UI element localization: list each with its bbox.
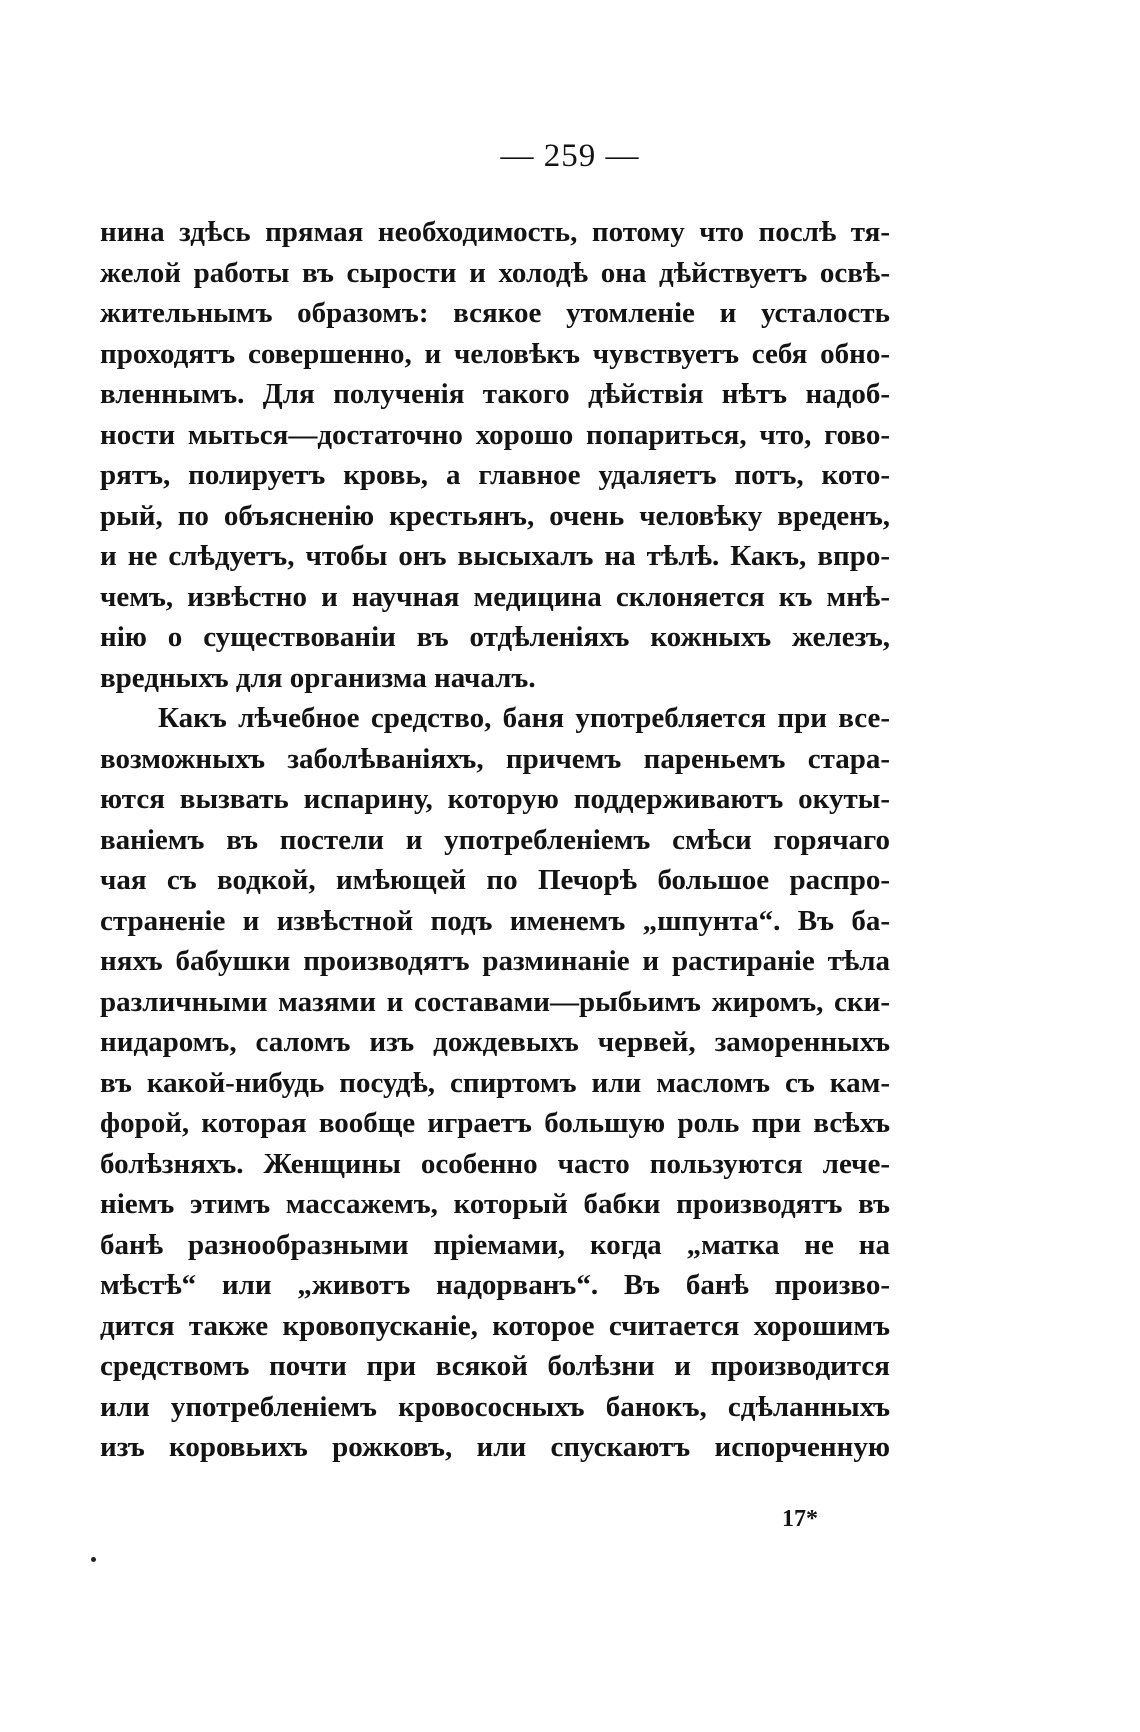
text-line: и не слѣдуетъ, чтобы онъ высыхалъ на тѣлѣ. Какъ, впро- — [100, 540, 890, 572]
text-line: рый, по объясненію крестьянъ, очень человѣку вреденъ, — [100, 499, 890, 532]
text-line: мѣстѣ“ или „животъ надорванъ“. Въ банѣ произво- — [100, 1269, 890, 1301]
text-line: форой, которая вообще играетъ большую роль при всѣхъ — [100, 1107, 890, 1139]
page-number: — 259 — — [500, 138, 640, 174]
ink-speck — [91, 1557, 96, 1562]
text-line: жительнымъ образомъ: всякое утомленіе и усталость — [100, 297, 890, 329]
text-line: Какъ лѣчебное средство, баня употребляется при все- — [158, 702, 890, 734]
text-line: чая съ водкой, имѣющей по Печорѣ большое распро- — [100, 864, 890, 896]
text-line: рятъ, полируетъ кровь, а главное удаляетъ потъ, кото- — [100, 459, 890, 491]
text-line: нію о существованіи въ отдѣленіяхъ кожныхъ железъ, — [100, 621, 890, 653]
text-line: вредныхъ для организма началъ. — [100, 661, 536, 694]
text-line: желой работы въ сырости и холодѣ она дѣйствуетъ освѣ- — [100, 256, 890, 289]
text-line: средствомъ почти при всякой болѣзни и производится — [100, 1350, 890, 1382]
text-line: въ какой-нибудь посудѣ, спиртомъ или масломъ съ кам- — [100, 1066, 890, 1099]
text-line: банѣ разнообразными пріемами, когда „матка не на — [100, 1228, 890, 1261]
text-line: ются вызвать испарину, которую поддерживаютъ окуты- — [100, 783, 890, 815]
text-line: вленнымъ. Для полученія такого дѣйствія нѣтъ надоб- — [100, 378, 890, 410]
text-line: ніемъ этимъ массажемъ, который бабки производятъ въ — [100, 1188, 890, 1220]
text-line: возможныхъ заболѣваніяхъ, причемъ пареньемъ стара- — [100, 742, 890, 775]
text-line: страненіе и извѣстной подъ именемъ „шпунта“. Въ ба- — [100, 904, 890, 937]
text-line: ваніемъ въ постели и употребленіемъ смѣси горячаго — [100, 823, 890, 856]
text-line: проходятъ совершенно, и человѣкъ чувствуетъ себя обно- — [100, 337, 890, 370]
paragraph-1 — [100, 212, 890, 698]
signature-mark: 17* — [782, 1506, 818, 1532]
text-line: дится также кровопусканіе, которое считается хорошимъ — [100, 1309, 890, 1342]
text-line: ности мыться—достаточно хорошо попариться, что, гово- — [100, 418, 890, 451]
text-line: нидаромъ, саломъ изъ дождевыхъ червей, заморенныхъ — [100, 1026, 890, 1058]
text-line: или употребленіемъ кровососныхъ банокъ, сдѣланныхъ — [100, 1390, 890, 1423]
text-line: чемъ, извѣстно и научная медицина склоняется къ мнѣ- — [100, 580, 890, 613]
body-text — [100, 212, 890, 1468]
paragraph-2 — [100, 698, 890, 1468]
text-line: няхъ бабушки производятъ разминаніе и растираніе тѣла — [100, 945, 890, 977]
text-line: нина здѣсь прямая необходимость, потому что послѣ тя- — [100, 216, 890, 248]
text-line: изъ коровьихъ рожковъ, или спускаютъ испорченную — [100, 1431, 890, 1463]
text-line: различными мазями и составами—рыбьимъ жиромъ, ски- — [100, 985, 890, 1018]
text-line: болѣзняхъ. Женщины особенно часто пользуются лече- — [100, 1147, 890, 1180]
